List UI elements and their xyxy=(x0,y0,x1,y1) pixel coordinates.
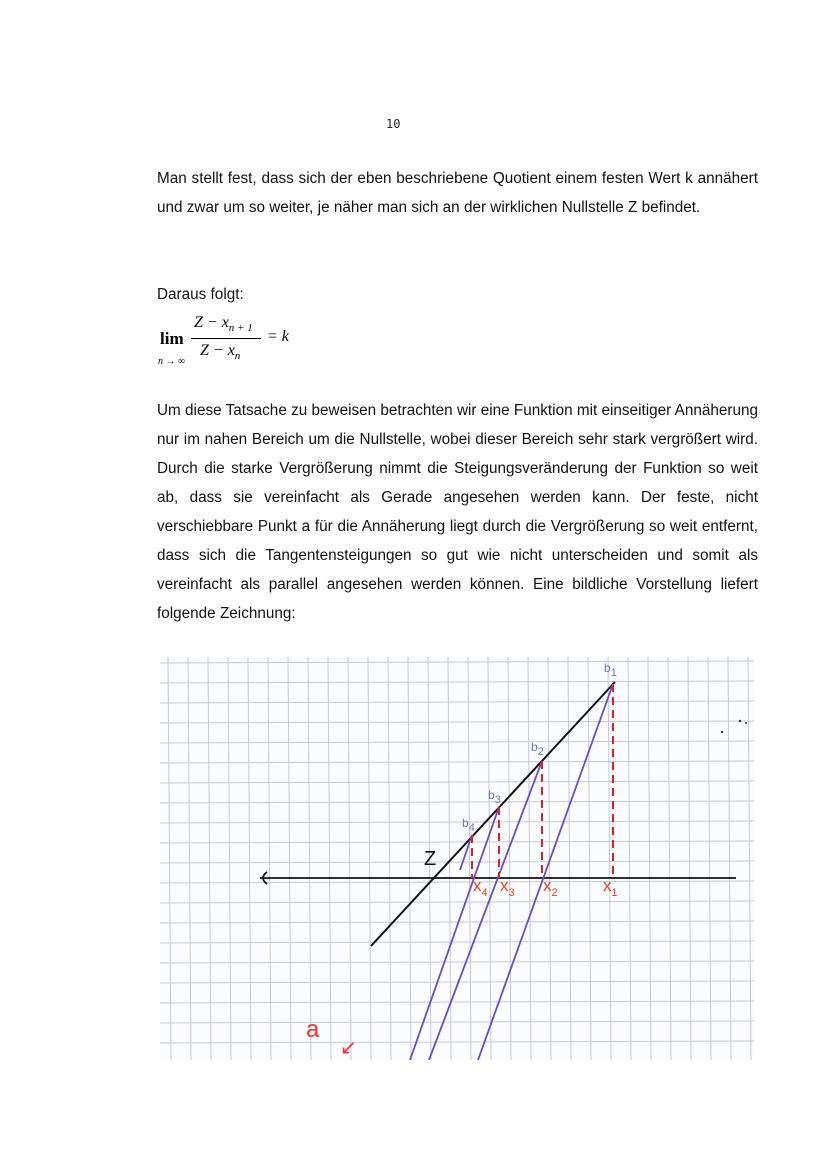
page-number: 10 xyxy=(386,117,401,131)
point-label-b2-base: b xyxy=(531,740,538,754)
axis-label-x3-base: x xyxy=(500,876,509,895)
root-label-z: Z xyxy=(424,848,437,870)
formula-denominator-base: Z − x xyxy=(200,342,235,359)
formula-denominator xyxy=(200,342,240,362)
formula-denominator-subscript: n xyxy=(234,350,241,363)
point-label-b2-sub: 2 xyxy=(537,746,544,758)
formula-numerator-subscript: n + 1 xyxy=(228,322,253,335)
fixed-point-label-a: a xyxy=(306,1016,320,1043)
paragraph-conclusion-lead: Daraus folgt: xyxy=(157,286,244,303)
point-label-b3-sub: 3 xyxy=(494,794,501,806)
formula-rhs: = k xyxy=(267,328,289,345)
formula-lim-subscript: n → ∞ xyxy=(158,356,186,367)
point-label-b3-base: b xyxy=(488,788,495,802)
stray-mark xyxy=(745,722,747,724)
point-label-b4-base: b xyxy=(462,816,469,830)
arrow-down-left-icon: ↙ xyxy=(340,1037,357,1059)
axis-label-x2-base: x xyxy=(543,876,552,895)
axis-label-x1-sub: 1 xyxy=(611,887,618,899)
point-label-b4-sub: 4 xyxy=(468,822,475,834)
stray-mark xyxy=(721,731,723,733)
stray-mark xyxy=(739,720,741,722)
axis-label-x2-sub: 2 xyxy=(551,887,558,899)
formula-numerator xyxy=(194,314,253,334)
tangent-sketch-figure xyxy=(160,657,754,1060)
point-label-b1-base: b xyxy=(604,661,611,675)
point-label-b1-sub: 1 xyxy=(610,667,617,679)
axis-label-x1-base: x xyxy=(603,876,612,895)
formula-lim: lim xyxy=(160,329,184,348)
formula-numerator-base: Z − x xyxy=(194,314,229,331)
axis-label-x3-sub: 3 xyxy=(508,887,515,899)
limit-formula xyxy=(157,312,317,372)
axis-label-x4-base: x xyxy=(473,876,482,895)
paragraph-proof-description: Um diese Tatsache zu beweisen betrachten wir eine Funktion mit einseitiger Annäherung nur im nahen Bereich um die Nullstelle, wobei dieser Bereich sehr stark vergrößert wird. Durch die starke Vergrößerung nimmt die Steigungsveränderung der Funktion so weit ab, dass sie vereinfacht als Gerade angesehen werden kann. Der feste, nicht verschiebbare Punkt a für die Annäherung liegt durch die Vergrößerung so weit entfernt, dass sich die Tangentensteigungen so gut wie nicht unterscheiden und somit als vereinfacht als parallel angesehen werden können. Eine bildliche Vorstellung liefert folgende Zeichnung: xyxy=(157,402,758,622)
axis-label-x4-sub: 4 xyxy=(481,887,488,899)
paragraph-intro: Man stellt fest, dass sich der eben beschriebene Quotient einem festen Wert k annähert und zwar um so weiter, je näher man sich an der wirklichen Nullstelle Z befindet. xyxy=(157,170,758,216)
formula-fraction-bar xyxy=(191,338,261,339)
tangent-sketch-svg xyxy=(160,657,754,1060)
